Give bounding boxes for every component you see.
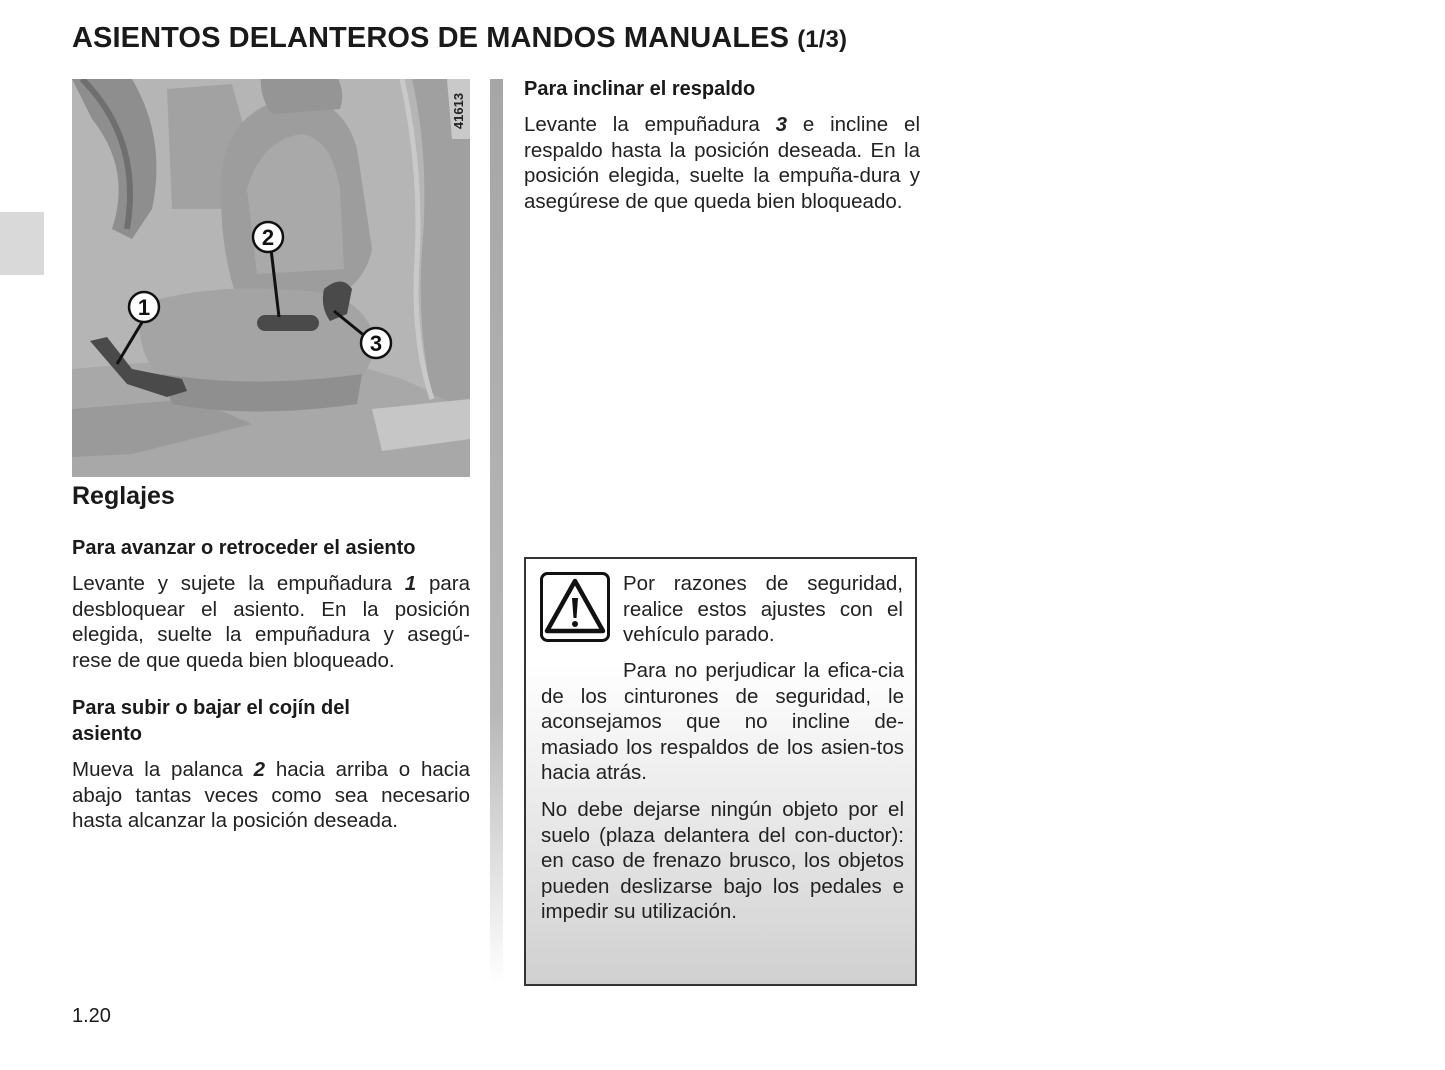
subheading-advance-seat: Para avanzar o retroceder el asiento — [72, 537, 416, 559]
paragraph-raise-cushion — [72, 757, 470, 834]
paragraph-incline-backrest-text-a: Levante la empuñadura — [524, 113, 776, 136]
ref-number-2: 2 — [253, 758, 266, 781]
paragraph-raise-cushion-text-a: Mueva la palanca — [72, 758, 254, 781]
figure-ref-code: 41613 — [451, 92, 466, 130]
section-heading-reglajes: Reglajes — [72, 482, 175, 510]
safety-warning-box — [524, 557, 917, 986]
page-part-indicator: (1/3) — [797, 26, 848, 53]
callout-3 — [361, 328, 391, 358]
callout-1-label: 1 — [137, 295, 151, 320]
warning-paragraph-1: Por razones de seguridad, realice estos ajustes con el vehículo parado. — [623, 572, 903, 646]
paragraph-incline-backrest — [524, 112, 920, 214]
paragraph-advance-seat-text-a: Levante y sujete la empuñadura — [72, 572, 405, 595]
seat-illustration-drawing — [72, 79, 470, 477]
callout-2-label: 2 — [261, 225, 275, 250]
callout-1 — [129, 292, 159, 322]
paragraph-raise-cushion-text-b: hacia arriba o hacia abajo tantas veces como sea necesario hasta alcanzar la posición deseada. — [72, 758, 470, 832]
warning-triangle-icon — [540, 572, 610, 642]
page-number: 1.20 — [72, 1005, 111, 1027]
warning-paragraph-2: Para no perjudicar la efica-cia de los cinturones de seguridad, le aconsejamos que no incline de-masiado los respaldos de los asien-tos hacia atrás. — [541, 659, 904, 784]
callout-2 — [253, 222, 283, 252]
seat-illustration — [72, 79, 470, 477]
ref-number-1: 1 — [404, 572, 417, 595]
paragraph-advance-seat-text-b: para desbloquear el asiento. En la posición elegida, suelte la empuñadura y asegú-rese de que queda bien bloqueado. — [72, 572, 470, 672]
column-divider — [490, 79, 503, 984]
subheading-incline-backrest: Para inclinar el respaldo — [524, 78, 756, 100]
ref-number-3: 3 — [775, 113, 787, 136]
warning-paragraph-3: No debe dejarse ningún objeto por el suelo (plaza delantera del con-ductor): en caso de frenazo brusco, los objetos pueden deslizarse bajo los pedales e impedir su utilización. — [541, 798, 904, 923]
paragraph-advance-seat — [72, 571, 470, 673]
page-title — [72, 22, 847, 55]
page-title-text: ASIENTOS DELANTEROS DE MANDOS MANUALES — [72, 22, 790, 54]
chapter-side-tab — [0, 212, 44, 275]
paragraph-incline-backrest-text-b: e incline el respaldo hasta la posición deseada. En la posición elegida, suelte la empuña-dura y asegúrese de que queda bien bloqueado. — [524, 113, 921, 213]
subheading-raise-cushion: Para subir o bajar el cojín del asiento — [72, 697, 350, 745]
callout-3-label: 3 — [369, 331, 383, 356]
